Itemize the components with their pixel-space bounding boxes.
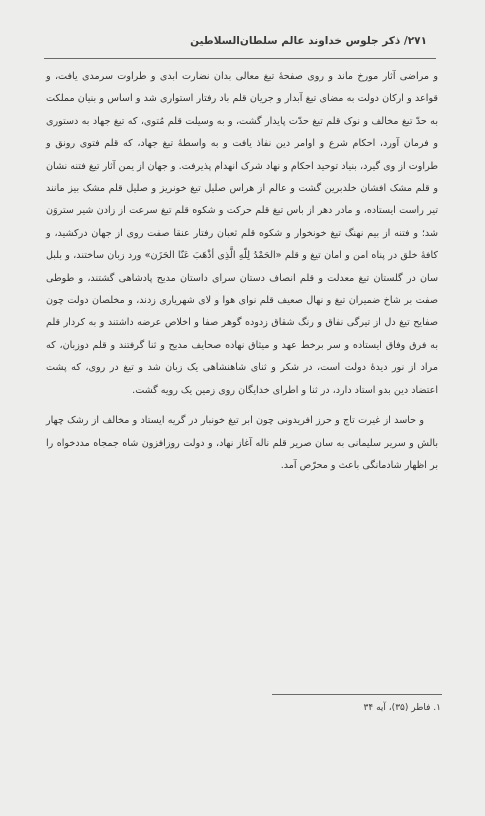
paragraph-1: و مراضی آثار مورخ ماند و روی صفحهٔ تیغ معالی بدان نضارت ابدی و طراوت سرمدی یافت، و قواعد و ارکان دولت به مضای تیغ آبدار و جریان قلم باد رفتار استواری شد و اساس و بنیان مملکت به حدّ تیغ مخالف و نوک قلم تیغ حدّت پایدار گشت، و به وسیلت قلم مُتوی، که تیغ جهاد به دستوری و فرمان آورد، احکام شرع و اوامر دین نفاذ یافت و به واسطهٔ تیغ جهاد، که قلم فتوی رونق و طراوت از وی گیرد، بنیاد توحید احکام و نهاد شرک انهدام پذیرفت. و جهان از یمن آثار تیغ فتنه نشان و قلم مشک افشان خلدبرین گشت و عالم از هراس صلیل تیغ خونریز و صلیل قلم مشک بیز مانند تیر راست ایستاده، و مادر دهر از باس تیغ قلم حرکت و شکوه قلم تیغ سرعت از زادن شیر ستروَن شد؛ و فتنه از بیم نهنگ تیغ خونخوار و شکوه قلم ثعبان رفتار عنقا صفت روی از جهان درکشید، و کافهٔ خلق در پناه امن و امان تیغ و قلم «الحَمْدُ لِلّهِ الَّذِی أذْهَبَ عَنّا الحَزَن» ورد زبان ساختند، و بلبل سان در گلستان تیغ معدلت و قلم انصاف دستان سرای داستان مدیح پادشاهی گشتند، و طوطی صفت بر شاخ ضمیران تیغ و نهال صعیف قلم نوای هوا و لای شهریاری زدند، و مخلصان دولت چون صفایح تیغ دل از تیرگی نفاق و رنگ شقاق زدوده گوهر صفا و اخلاص عرضه داشتند و به کردار قلم به فرق وفاق ایستاده و سر برخط عهد و میثاق نهاده صحایف مدیح و ثنا گرفتند و قلم دوزبان، که مراد از نور دیدهٔ دولت است، در شکر و ثنای شاهنشاهی یک زبان شد و تیغ در روی، که پشت اعتضاد دین بدو استاد دارد، در ثنا و اطرای خدایگان روی زمین یک رویه گشت. [46, 71, 438, 396]
footnote-text: فاطر (۳۵)، آیه ۳۴ [363, 703, 431, 713]
main-text [46, 66, 438, 477]
footnote-rule [272, 694, 442, 695]
footnote [49, 701, 441, 715]
header-rule [44, 58, 436, 59]
running-head: ۲۷۱/ ذکر جلوس خداوند عالم سلطان‌السلاطین [190, 35, 427, 47]
paragraph-2: و حاسد از غیرت تاج و حرز افریدونی چون ابر تیغ خونبار در گریه ایستاد و مخالف از رشک چهار بالش و سریر سلیمانی به سان صریر قلم ناله آغاز نهاد، و دولت روزافزون شاه جمجاه مددخواه را بر اظهار شادمانگی باعث و محرّص آمد. [46, 415, 438, 471]
footnote-marker: ۱. [433, 703, 441, 713]
